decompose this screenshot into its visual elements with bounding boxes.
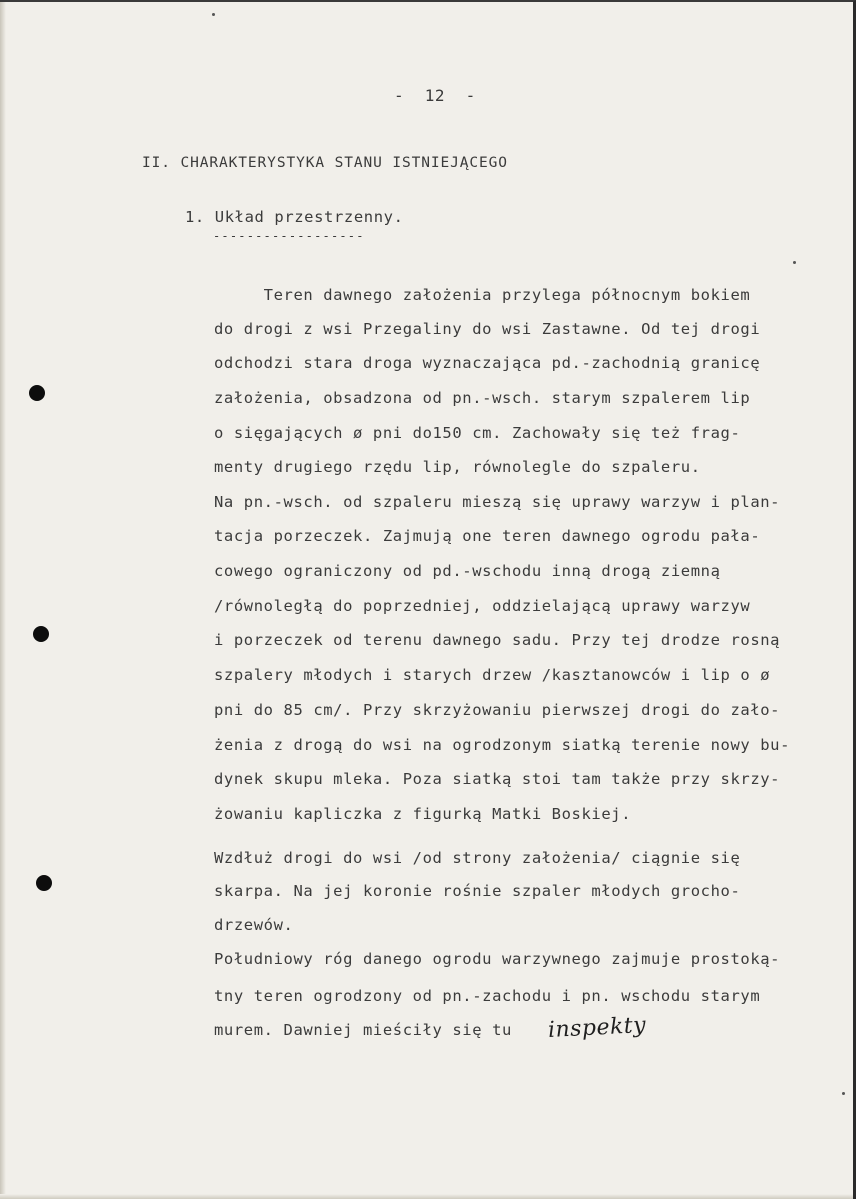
paper-speck (212, 13, 215, 16)
body-line: szpalery młodych i starych drzew /kasztanowców i lip o ø (214, 666, 771, 684)
body-line: dynek skupu mleka. Poza siatką stoi tam także przy skrzy- (214, 770, 781, 788)
body-line: do drogi z wsi Przegaliny do wsi Zastawne. Od tej drogi (214, 320, 761, 338)
body-line: i porzeczek od terenu dawnego sadu. Przy tej drodze rosną (214, 631, 781, 649)
body-line: żenia z drogą do wsi na ogrodzonym siatką terenie nowy bu- (214, 736, 791, 754)
body-line: murem. Dawniej mieściły się tu (214, 1021, 512, 1039)
body-line: założenia, obsadzona od pn.-wsch. starym szpalerem lip (214, 389, 751, 407)
body-line: Południowy róg danego ogrodu warzywnego zajmuje prostoką- (214, 950, 781, 968)
body-line: tacja porzeczek. Zajmują one teren dawnego ogrodu pała- (214, 527, 761, 545)
page-bottom-edge (0, 1194, 856, 1199)
body-line: pni do 85 cm/. Przy skrzyżowaniu pierwszej drogi do zało- (214, 701, 781, 719)
subsection-underline: ------------------ (213, 229, 365, 243)
punch-hole (36, 875, 52, 891)
body-line: o sięgających ø pni do150 cm. Zachowały się też frag- (214, 424, 741, 442)
page-number: - 12 - (394, 86, 476, 105)
body-line: odchodzi stara droga wyznaczająca pd.-zachodnią granicę (214, 354, 761, 372)
body-line: menty drugiego rzędu lip, równolegle do szpaleru. (214, 458, 701, 476)
body-line: żowaniu kapliczka z figurką Matki Boskiej. (214, 805, 632, 823)
paper-speck (842, 1092, 845, 1095)
body-line: drzewów. (214, 916, 294, 934)
body-line: cowego ograniczony od pd.-wschodu inną drogą ziemną (214, 562, 721, 580)
body-line: skarpa. Na jej koronie rośnie szpaler młodych grocho- (214, 882, 741, 900)
page-left-edge (0, 2, 6, 1199)
body-line: Na pn.-wsch. od szpaleru mieszą się uprawy warzyw i plan- (214, 493, 781, 511)
body-line: Teren dawnego założenia przylega północnym bokiem (214, 286, 751, 304)
punch-hole (33, 626, 49, 642)
body-line: tny teren ogrodzony od pn.-zachodu i pn. wschodu starym (214, 987, 761, 1005)
section-heading: II. CHARAKTERYSTYKA STANU ISTNIEJĄCEGO (142, 155, 508, 171)
subsection-heading: 1. Układ przestrzenny. (185, 208, 404, 226)
paper-speck (793, 261, 796, 264)
body-line: /równoległą do poprzedniej, oddzielającą uprawy warzyw (214, 597, 751, 615)
handwritten-annotation: inspekty (547, 1012, 647, 1043)
punch-hole (29, 385, 45, 401)
body-line: Wzdłuż drogi do wsi /od strony założenia/ ciągnie się (214, 849, 741, 867)
